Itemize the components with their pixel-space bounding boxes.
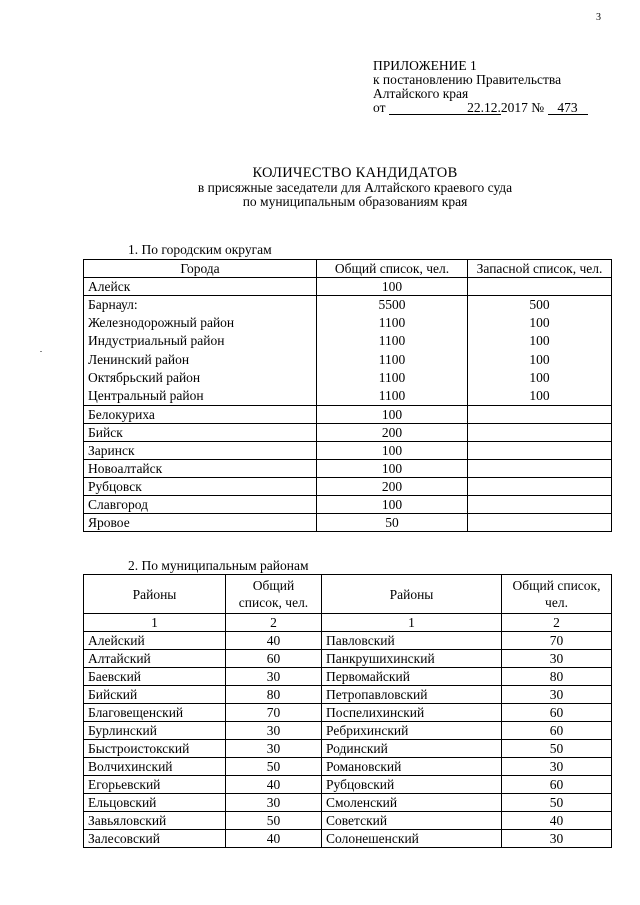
table-row xyxy=(84,668,612,686)
table-row xyxy=(84,442,612,460)
table-row xyxy=(84,424,612,442)
city-reserve xyxy=(468,278,612,296)
city-total: 200 xyxy=(317,424,468,442)
district-total: 30 xyxy=(502,758,612,776)
barnaul-totals xyxy=(317,296,468,406)
district-total: 80 xyxy=(502,668,612,686)
barnaul-reserves xyxy=(468,296,612,406)
annex-title: ПРИЛОЖЕНИЕ 1 xyxy=(373,58,477,73)
district-total: 40 xyxy=(226,776,322,794)
district-total: 50 xyxy=(226,758,322,776)
header-total-right: Общий список, чел. xyxy=(502,575,612,614)
section-2-title: 2. По муниципальным районам xyxy=(128,558,309,573)
annex-line-3: Алтайского края xyxy=(373,86,469,101)
city-reserve xyxy=(468,406,612,424)
district-total: 30 xyxy=(226,794,322,812)
district-name: Павловский xyxy=(322,632,502,650)
header-districts-right: Районы xyxy=(322,575,502,614)
city-reserve: 500 xyxy=(529,297,550,312)
district-name: Центральный район xyxy=(88,388,204,404)
page-number: 3 xyxy=(596,12,601,23)
district-total: 70 xyxy=(502,632,612,650)
table-row xyxy=(84,812,612,830)
table-row xyxy=(84,514,612,532)
district-total: 1100 xyxy=(378,333,406,349)
district-name: Завьяловский xyxy=(84,812,226,830)
district-name: Алтайский xyxy=(84,650,226,668)
table-row xyxy=(84,460,612,478)
city-total: 100 xyxy=(317,442,468,460)
district-name: Ельцовский xyxy=(84,794,226,812)
scan-speck xyxy=(40,351,42,352)
district-total: 70 xyxy=(226,704,322,722)
column-number-row xyxy=(84,614,612,632)
district-total: 60 xyxy=(502,776,612,794)
city-total: 5500 xyxy=(378,297,406,312)
table-row xyxy=(84,704,612,722)
col-number: 1 xyxy=(84,614,226,632)
district-reserve: 100 xyxy=(529,388,550,404)
city-name: Рубцовск xyxy=(84,478,317,496)
city-name: Алейск xyxy=(84,278,317,296)
district-total: 30 xyxy=(226,668,322,686)
district-total: 1100 xyxy=(378,315,406,331)
district-total: 1100 xyxy=(378,351,406,367)
district-name: Баевский xyxy=(84,668,226,686)
city-name: Яровое xyxy=(84,514,317,532)
district-name: Солонешенский xyxy=(322,830,502,848)
district-total: 60 xyxy=(226,650,322,668)
city-name: Новоалтайск xyxy=(84,460,317,478)
city-total: 100 xyxy=(317,460,468,478)
district-total: 40 xyxy=(226,632,322,650)
city-reserve xyxy=(468,478,612,496)
barnaul-names xyxy=(84,296,317,406)
district-name: Романовский xyxy=(322,758,502,776)
document-heading xyxy=(0,166,640,209)
district-name: Бурлинский xyxy=(84,722,226,740)
header-total-left: Общий список, чел. xyxy=(226,575,322,614)
district-total: 50 xyxy=(226,812,322,830)
municipal-districts-table xyxy=(83,574,612,848)
table-row xyxy=(84,278,612,296)
district-total: 60 xyxy=(502,704,612,722)
annex-line-2: к постановлению Правительства xyxy=(373,72,562,87)
district-name: Октябрьский район xyxy=(88,369,201,385)
city-total: 200 xyxy=(317,478,468,496)
district-total: 80 xyxy=(226,686,322,704)
annex-from-label: от xyxy=(373,100,386,115)
annex-year: 2017 xyxy=(500,100,528,115)
table-row xyxy=(84,758,612,776)
annex-num-label: № xyxy=(531,100,545,115)
city-total: 100 xyxy=(317,278,468,296)
district-reserve: 100 xyxy=(529,315,550,331)
district-total: 40 xyxy=(226,830,322,848)
annex-date-line xyxy=(373,101,588,115)
heading-line-1: КОЛИЧЕСТВО КАНДИДАТОВ xyxy=(252,165,458,181)
table-header-row xyxy=(84,575,612,614)
annex-number: 473 xyxy=(548,101,588,115)
district-name: Железнодорожный район xyxy=(88,315,235,331)
table-row xyxy=(84,830,612,848)
districts-body xyxy=(84,632,612,848)
district-name: Родинский xyxy=(322,740,502,758)
city-reserve xyxy=(468,424,612,442)
district-total: 30 xyxy=(226,722,322,740)
table-row xyxy=(84,632,612,650)
district-name: Индустриальный район xyxy=(88,333,225,349)
district-name: Ленинский район xyxy=(88,351,190,367)
city-name: Заринск xyxy=(84,442,317,460)
district-name: Смоленский xyxy=(322,794,502,812)
table-row xyxy=(84,650,612,668)
table-row xyxy=(84,406,612,424)
table-header-row xyxy=(84,260,612,278)
city-total: 100 xyxy=(317,496,468,514)
district-name: Советский xyxy=(322,812,502,830)
annex-date: 22.12. xyxy=(389,101,501,115)
table-row xyxy=(84,776,612,794)
city-total: 50 xyxy=(317,514,468,532)
col-number: 1 xyxy=(322,614,502,632)
district-name: Быстроистокский xyxy=(84,740,226,758)
district-total: 50 xyxy=(502,740,612,758)
district-name: Петропавловский xyxy=(322,686,502,704)
table-row xyxy=(84,740,612,758)
heading-line-2: в присяжные заседатели для Алтайского краевого суда xyxy=(197,180,513,195)
city-reserve xyxy=(468,514,612,532)
city-name: Славгород xyxy=(84,496,317,514)
table-row xyxy=(84,478,612,496)
district-total: 30 xyxy=(226,740,322,758)
district-name: Ребрихинский xyxy=(322,722,502,740)
district-name: Алейский xyxy=(84,632,226,650)
table-row xyxy=(84,686,612,704)
city-reserve xyxy=(468,460,612,478)
city-name: Белокуриха xyxy=(84,406,317,424)
city-reserve xyxy=(468,496,612,514)
district-name: Рубцовский xyxy=(322,776,502,794)
city-name: Бийск xyxy=(84,424,317,442)
header-total: Общий список, чел. xyxy=(317,260,468,278)
header-cities: Города xyxy=(84,260,317,278)
table-row xyxy=(84,794,612,812)
annex-block xyxy=(373,59,588,115)
district-reserve: 100 xyxy=(529,351,550,367)
city-districts-table xyxy=(83,259,612,532)
table-row xyxy=(84,496,612,514)
district-total: 1100 xyxy=(378,388,406,404)
table-row xyxy=(84,722,612,740)
district-total: 30 xyxy=(502,830,612,848)
district-total: 60 xyxy=(502,722,612,740)
table-row-barnaul xyxy=(84,296,612,406)
city-name: Барнаул: xyxy=(88,297,138,312)
district-name: Панкрушихинский xyxy=(322,650,502,668)
city-reserve xyxy=(468,442,612,460)
col-number: 2 xyxy=(226,614,322,632)
district-name: Благовещенский xyxy=(84,704,226,722)
section-1-title: 1. По городским округам xyxy=(128,242,272,257)
city-total: 100 xyxy=(317,406,468,424)
header-reserve: Запасной список, чел. xyxy=(468,260,612,278)
district-name: Егорьевский xyxy=(84,776,226,794)
district-total: 1100 xyxy=(378,369,406,385)
header-districts-left: Районы xyxy=(84,575,226,614)
district-reserve: 100 xyxy=(529,369,550,385)
district-total: 50 xyxy=(502,794,612,812)
heading-line-3: по муниципальным образованиям края xyxy=(242,194,468,209)
district-name: Залесовский xyxy=(84,830,226,848)
district-name: Первомайский xyxy=(322,668,502,686)
district-total: 30 xyxy=(502,686,612,704)
district-name: Волчихинский xyxy=(84,758,226,776)
district-name: Поспелихинский xyxy=(322,704,502,722)
district-total: 40 xyxy=(502,812,612,830)
district-total: 30 xyxy=(502,650,612,668)
district-reserve: 100 xyxy=(529,333,550,349)
district-name: Бийский xyxy=(84,686,226,704)
col-number: 2 xyxy=(502,614,612,632)
